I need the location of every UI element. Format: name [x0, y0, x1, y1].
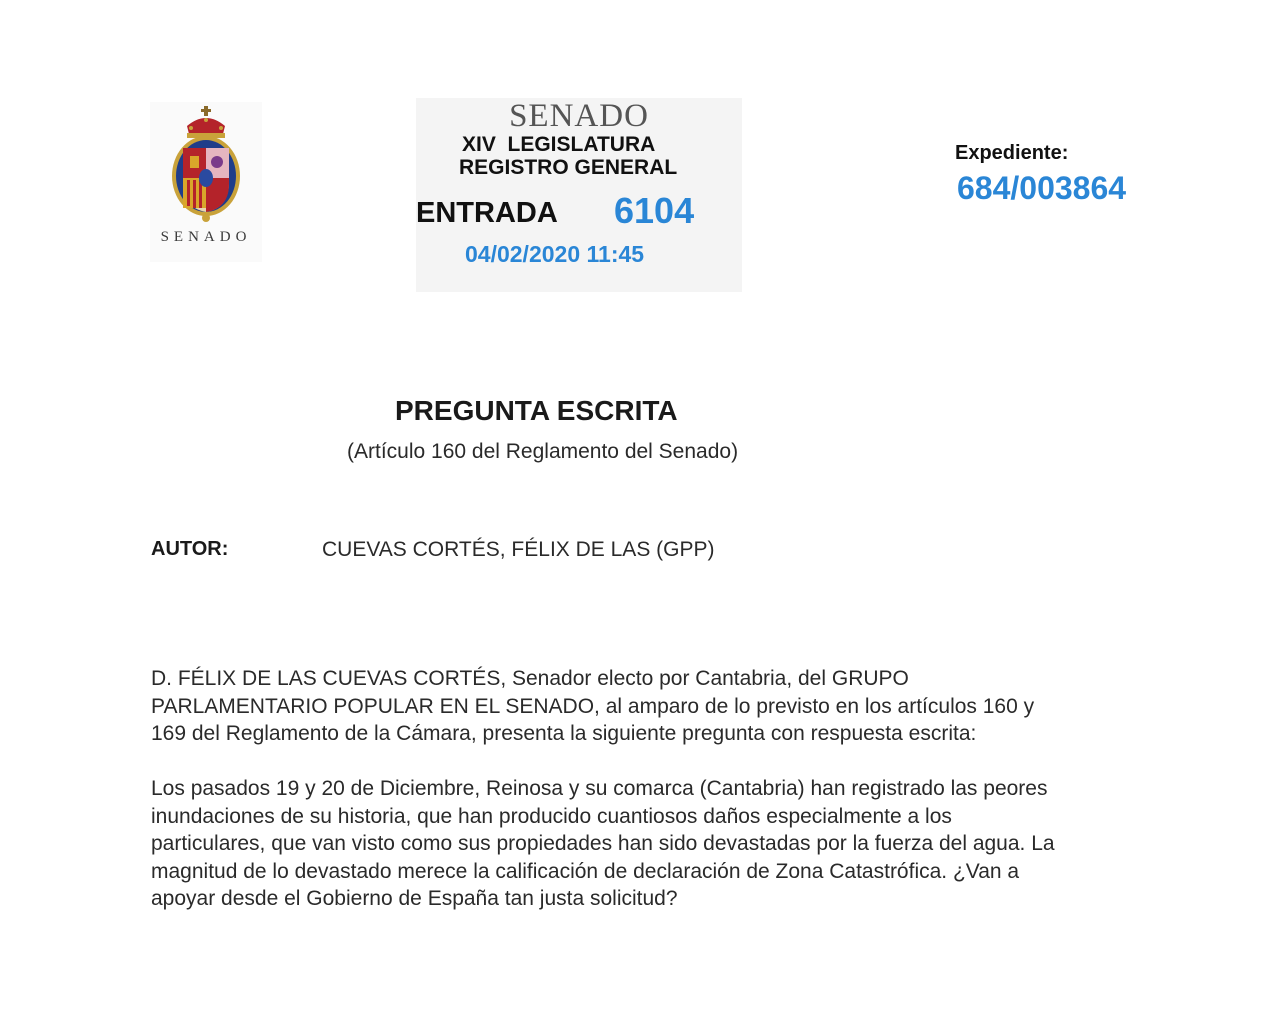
paragraph-line: particulares, que van visto como sus propiedades han sido devastadas por la fuerza del agua. La — [151, 832, 1055, 855]
autor-value: CUEVAS CORTÉS, FÉLIX DE LAS (GPP) — [322, 538, 715, 561]
paragraph-line: inundaciones de su historia, que han producido cuantiosos daños especialmente a los — [151, 804, 952, 828]
stamp-entrada-number: 6104 — [614, 190, 695, 231]
paragraph-line: apoyar desde el Gobierno de España tan justa solicitud? — [151, 887, 678, 910]
paragraph-intro — [151, 665, 1131, 748]
autor-label: AUTOR: — [151, 538, 229, 560]
paragraph-line: 169 del Reglamento de la Cámara, presenta la siguiente pregunta con respuesta escrita: — [151, 722, 977, 745]
stamp-datetime: 04/02/2020 11:45 — [465, 241, 645, 267]
expediente-value: 684/003864 — [957, 170, 1127, 206]
paragraph-question — [151, 775, 1131, 913]
stamp-entrada-label: ENTRADA — [416, 197, 558, 229]
stamp-senado: SENADO — [509, 98, 649, 134]
senado-logo — [150, 102, 262, 262]
registro-stamp — [416, 98, 742, 292]
coat-of-arms-icon — [165, 104, 247, 226]
logo-wordmark: SENADO — [160, 229, 252, 245]
paragraph-line: PARLAMENTARIO POPULAR EN EL SENADO, al amparo de lo previsto en los artículos 160 y — [151, 694, 1035, 718]
document-subtitle: (Artículo 160 del Reglamento del Senado) — [347, 440, 739, 463]
paragraph-line: magnitud de lo devastado merece la calificación de declaración de Zona Catastrófica. ¿Van a — [151, 859, 1020, 883]
expediente-label: Expediente: — [955, 142, 1069, 164]
document-title: PREGUNTA ESCRITA — [395, 395, 678, 426]
stamp-registro: REGISTRO GENERAL — [459, 156, 678, 179]
paragraph-line: D. FÉLIX DE LAS CUEVAS CORTÉS, Senador electo por Cantabria, del GRUPO — [151, 667, 909, 690]
stamp-legislatura: XIV LEGISLATURA — [462, 133, 656, 156]
paragraph-line: Los pasados 19 y 20 de Diciembre, Reinosa y su comarca (Cantabria) han registrado las peores — [151, 777, 1048, 800]
